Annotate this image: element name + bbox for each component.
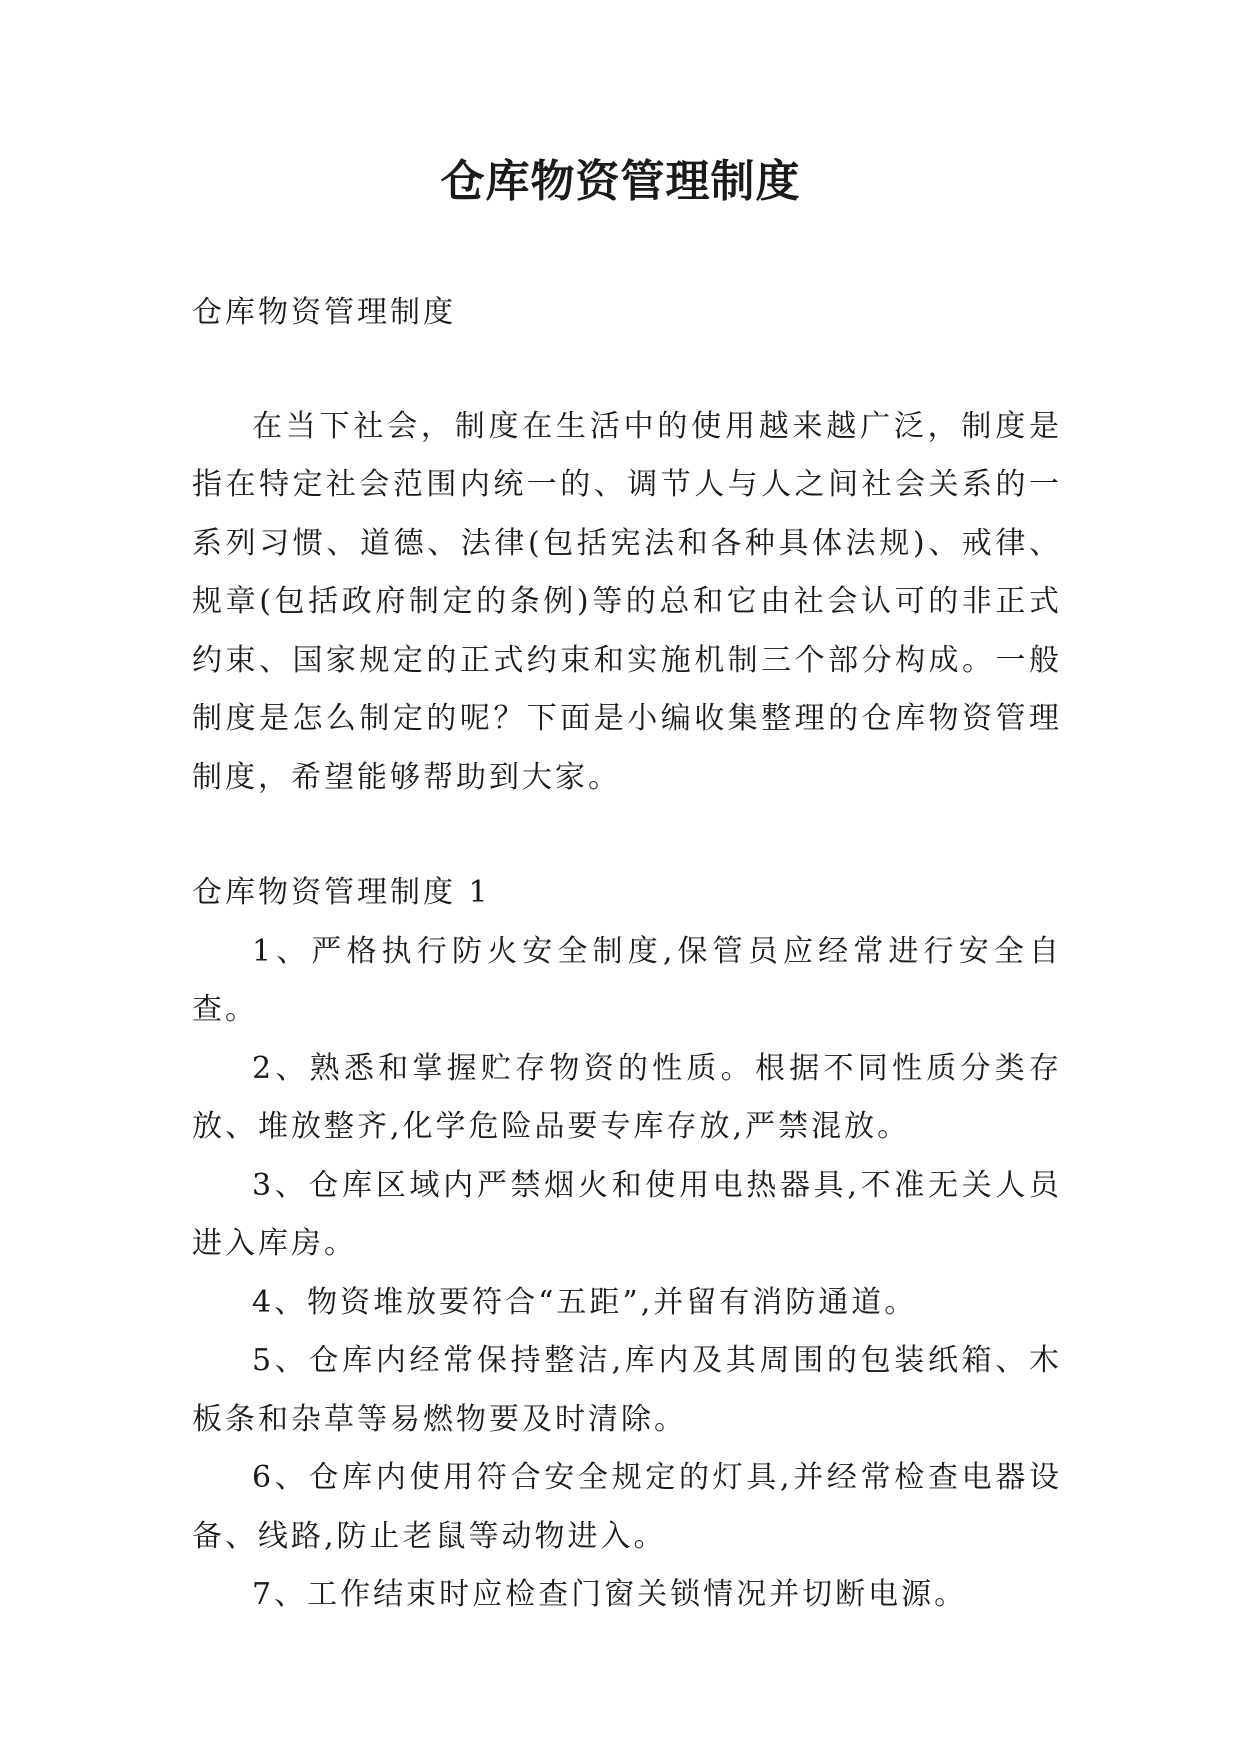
rule-item-7: 7、工作结束时应检查门窗关锁情况并切断电源。 [252, 1577, 968, 1612]
rule-item-4: 4、物资堆放要符合“五距”,并留有消防通道。 [252, 1284, 918, 1320]
rule-item-2: 2、熟悉和掌握贮存物资的性质。根据不同性质分类存放、堆放整齐,化学危险品要专库存放,严禁混放。 [192, 1050, 1062, 1144]
rule-item-1: 1、严格执行防火安全制度,保管员应经常进行安全自查。 [192, 933, 1062, 1027]
section-title: 仓库物资管理制度 1 [192, 875, 491, 910]
document-body [192, 284, 1062, 1625]
rule-item-3: 3、仓库区域内严禁烟火和使用电热器具,不准无关人员进入库房。 [192, 1167, 1062, 1261]
document-subtitle: 仓库物资管理制度 [192, 295, 456, 330]
intro-paragraph: 在当下社会，制度在生活中的使用越来越广泛，制度是指在特定社会范围内统一的、调节人与人之间社会关系的一系列习惯、道德、法律(包括宪法和各种具体法规)、戒律、规章(包括政府制定的条例)等的总和它由社会认可的非正式约束、国家规定的正式约束和实施机制三个部分构成。一般制度是怎么制定的呢？下面是小编收集整理的仓库物资管理制度，希望能够帮助到大家。 [192, 408, 1062, 795]
document-title: 仓库物资管理制度 [440, 156, 801, 207]
rule-item-6: 6、仓库内使用符合安全规定的灯具,并经常检查电器设备、线路,防止老鼠等动物进入。 [192, 1460, 1062, 1554]
rule-item-5: 5、仓库内经常保持整洁,库内及其周围的包装纸箱、木板条和杂草等易燃物要及时清除。 [192, 1343, 1062, 1437]
